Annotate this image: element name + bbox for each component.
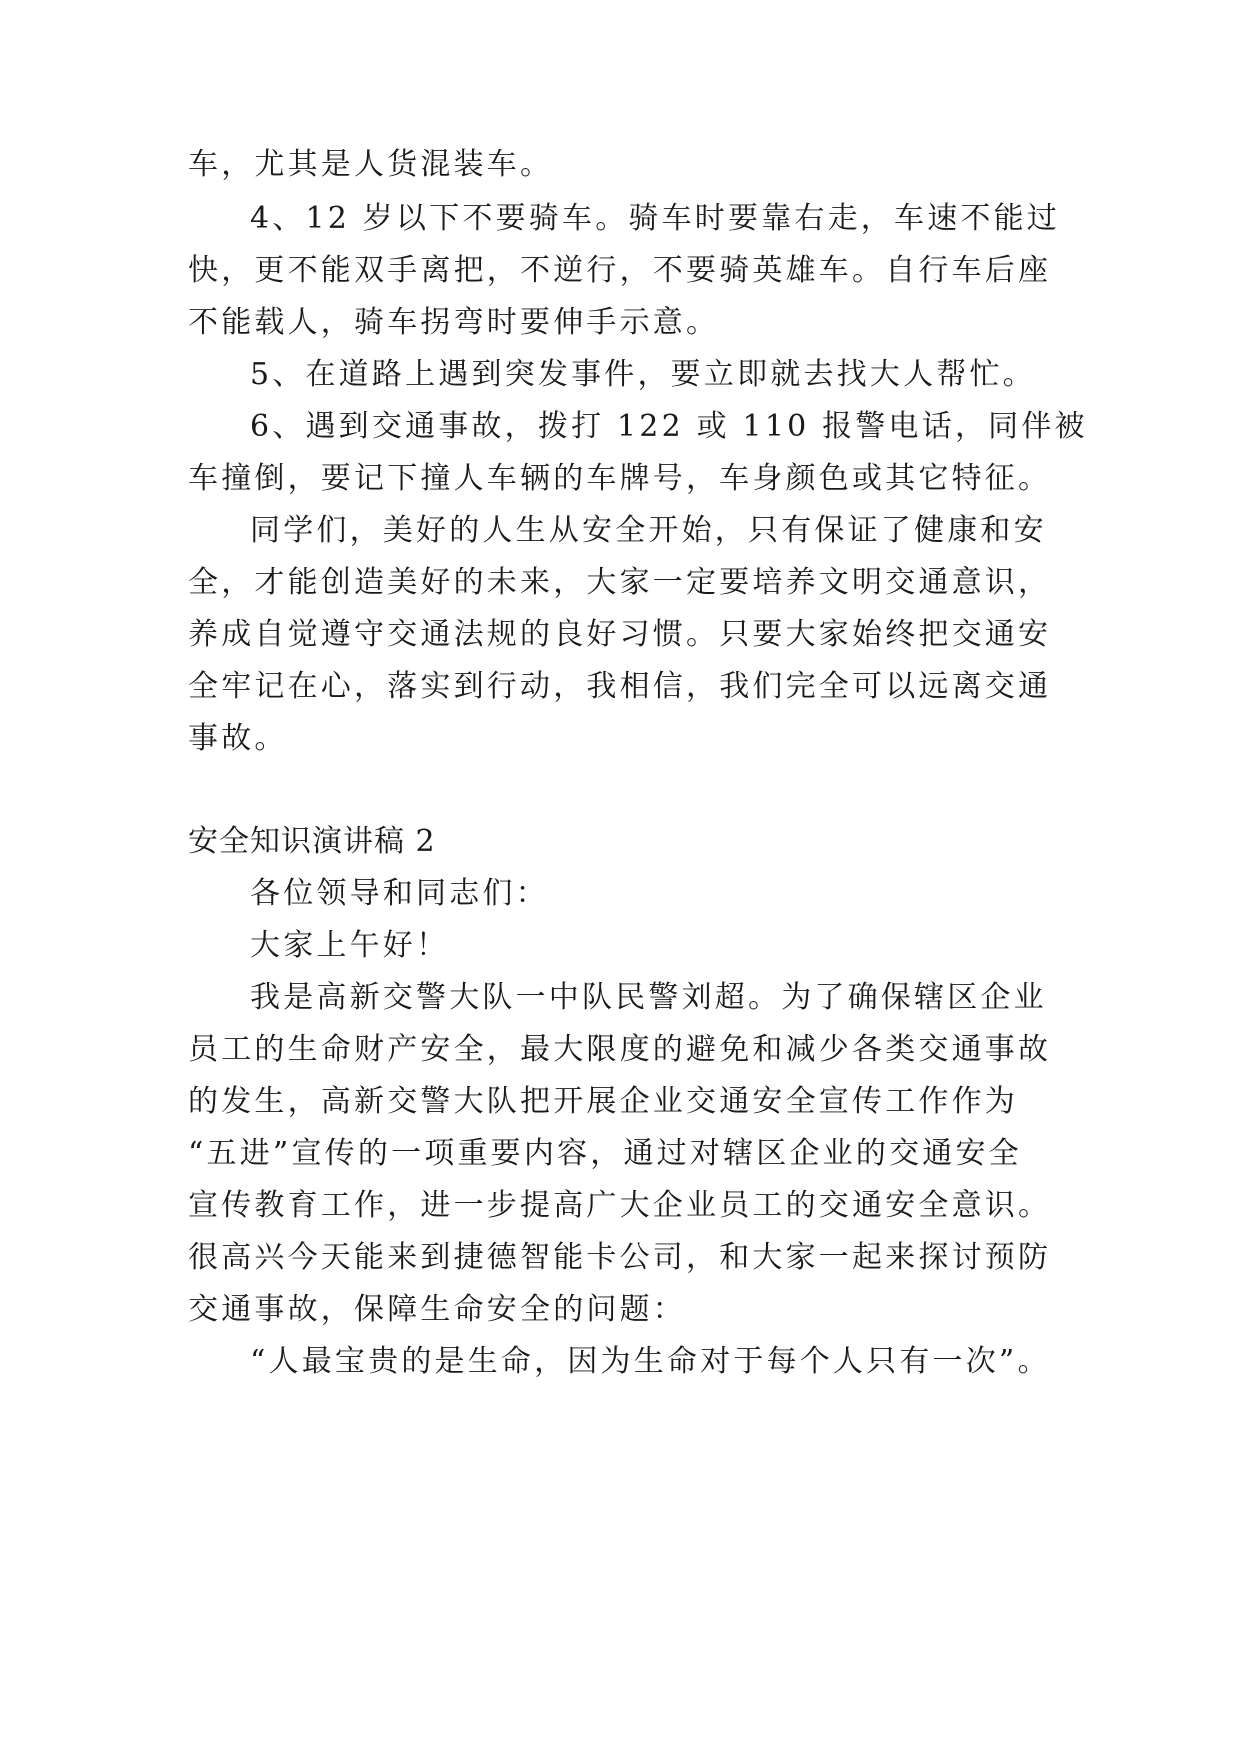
paragraph-line: 4、12 岁以下不要骑车。骑车时要靠右走，车速不能过	[250, 201, 1060, 236]
paragraph-line: 宣传教育工作，进一步提高广大企业员工的交通安全意识。	[188, 1188, 1052, 1223]
paragraph-line: 全，才能创造美好的未来，大家一定要培养文明交通意识，	[188, 565, 1052, 600]
paragraph-line: 我是高新交警大队一中队民警刘超。为了确保辖区企业	[250, 980, 1047, 1015]
paragraph-line: 快，更不能双手离把，不逆行，不要骑英雄车。自行车后座	[188, 253, 1052, 288]
paragraph-line: 员工的生命财产安全，最大限度的避免和减少各类交通事故	[188, 1032, 1052, 1067]
paragraph-line: “人最宝贵的是生命，因为生命对于每个人只有一次”。	[250, 1344, 1051, 1379]
paragraph-line: 很高兴今天能来到捷德智能卡公司，和大家一起来探讨预防	[188, 1240, 1052, 1275]
paragraph-line: 养成自觉遵守交通法规的良好习惯。只要大家始终把交通安	[188, 617, 1052, 652]
paragraph-line: 5、在道路上遇到突发事件，要立即就去找大人帮忙。	[250, 357, 1036, 392]
paragraph-line: 6、遇到交通事故，拨打 122 或 110 报警电话，同伴被	[250, 409, 1088, 444]
paragraph-line: 各位领导和同志们：	[250, 876, 549, 911]
paragraph-line: 车，尤其是人货混装车。	[188, 147, 554, 182]
paragraph-line: 大家上午好！	[250, 928, 450, 963]
paragraph-line: 不能载人，骑车拐弯时要伸手示意。	[188, 305, 720, 340]
paragraph-line: 同学们，美好的人生从安全开始，只有保证了健康和安	[250, 513, 1047, 548]
paragraph-line: 车撞倒，要记下撞人车辆的车牌号，车身颜色或其它特征。	[188, 461, 1052, 496]
section-title: 安全知识演讲稿 2	[188, 824, 436, 859]
paragraph-line: 事故。	[188, 721, 288, 756]
paragraph-line: 的发生，高新交警大队把开展企业交通安全宣传工作作为	[188, 1084, 1018, 1119]
paragraph-line: 全牢记在心，落实到行动，我相信，我们完全可以远离交通	[188, 669, 1052, 704]
paragraph-line: “五进”宣传的一项重要内容，通过对辖区企业的交通安全	[188, 1136, 1022, 1171]
paragraph-line: 交通事故，保障生命安全的问题：	[188, 1292, 686, 1327]
